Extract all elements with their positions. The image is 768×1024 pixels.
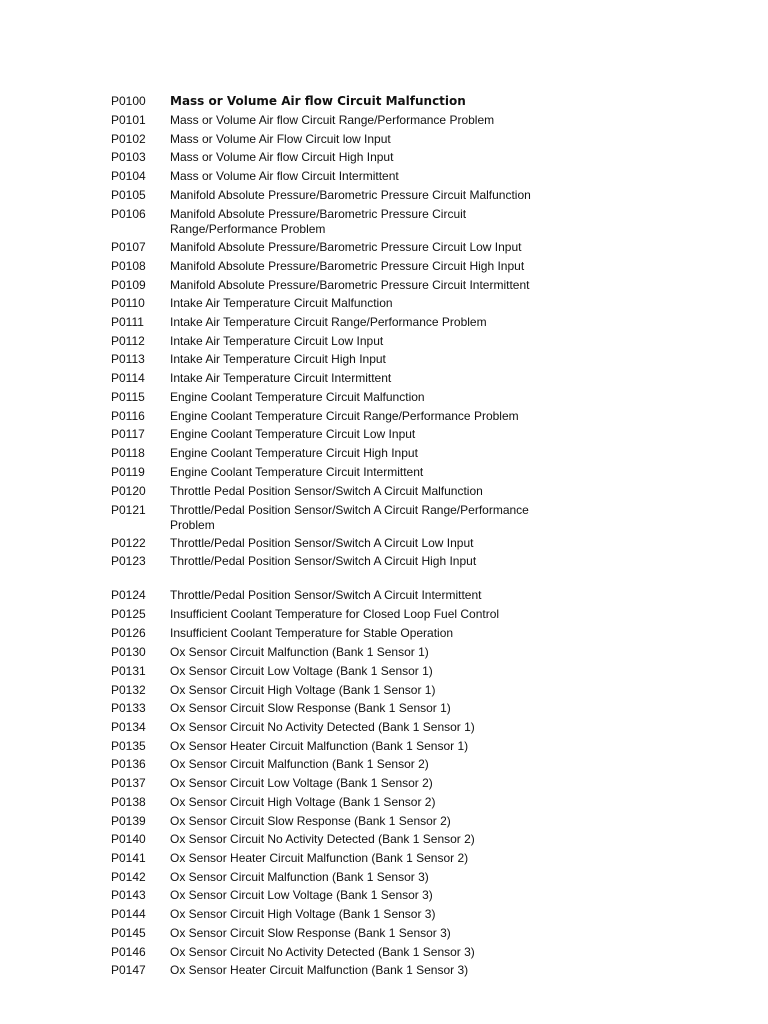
dtc-description: Intake Air Temperature Circuit Range/Performance Problem [170, 315, 487, 329]
dtc-code: P0147 [111, 963, 146, 977]
dtc-code: P0108 [111, 259, 146, 273]
dtc-description: Throttle/Pedal Position Sensor/Switch A Circuit Intermittent [170, 588, 482, 602]
dtc-description: Ox Sensor Circuit Low Voltage (Bank 1 Sensor 3) [170, 888, 433, 902]
dtc-code: P0118 [111, 446, 145, 460]
dtc-code: P0101 [111, 113, 146, 127]
dtc-code: P0138 [111, 795, 146, 809]
dtc-description: Manifold Absolute Pressure/Barometric Pressure Circuit Range/Performance Problem [170, 207, 467, 236]
dtc-code: P0113 [111, 352, 145, 366]
dtc-code: P0134 [111, 720, 146, 734]
dtc-description: Intake Air Temperature Circuit Malfunction [170, 296, 393, 310]
dtc-code: P0131 [111, 664, 146, 678]
dtc-description: Intake Air Temperature Circuit High Input [170, 352, 386, 366]
dtc-description: Intake Air Temperature Circuit Low Input [170, 334, 384, 348]
dtc-code: P0120 [111, 484, 146, 498]
dtc-code: P0137 [111, 776, 146, 790]
dtc-code: P0142 [111, 870, 146, 884]
dtc-description: Insufficient Coolant Temperature for Closed Loop Fuel Control [170, 607, 500, 621]
dtc-description: Mass or Volume Air flow Circuit Intermittent [170, 169, 399, 183]
dtc-description: Throttle/Pedal Position Sensor/Switch A Circuit High Input [170, 554, 477, 568]
dtc-description: Ox Sensor Heater Circuit Malfunction (Bank 1 Sensor 3) [170, 963, 469, 977]
dtc-code: P0106 [111, 207, 146, 221]
dtc-description: Mass or Volume Air Flow Circuit low Input [170, 132, 391, 146]
dtc-code: P0130 [111, 645, 146, 659]
dtc-description: Ox Sensor Circuit Slow Response (Bank 1 Sensor 2) [170, 814, 451, 828]
dtc-code: P0109 [111, 278, 146, 292]
dtc-code: P0112 [111, 334, 145, 348]
dtc-code: P0124 [111, 588, 146, 602]
dtc-description: Engine Coolant Temperature Circuit High Input [170, 446, 418, 460]
dtc-code: P0114 [111, 371, 145, 385]
dtc-code: P0116 [111, 409, 145, 423]
dtc-description: Ox Sensor Circuit Low Voltage (Bank 1 Sensor 2) [170, 776, 433, 790]
dtc-code: P0102 [111, 132, 146, 146]
dtc-code: P0121 [111, 503, 146, 517]
dtc-code: P0133 [111, 701, 146, 715]
dtc-description: Ox Sensor Circuit Slow Response (Bank 1 Sensor 3) [170, 926, 451, 940]
dtc-code: P0125 [111, 607, 146, 621]
dtc-description: Engine Coolant Temperature Circuit Malfunction [170, 390, 425, 404]
dtc-description: Mass or Volume Air flow Circuit Malfunction [170, 94, 466, 108]
dtc-code: P0122 [111, 536, 146, 550]
dtc-description: Ox Sensor Circuit No Activity Detected (Bank 1 Sensor 3) [170, 945, 475, 959]
dtc-code: P0126 [111, 626, 146, 640]
dtc-code: P0105 [111, 188, 146, 202]
dtc-description: Manifold Absolute Pressure/Barometric Pressure Circuit Intermittent [170, 278, 530, 292]
dtc-description: Ox Sensor Circuit High Voltage (Bank 1 Sensor 3) [170, 907, 436, 921]
dtc-description: Manifold Absolute Pressure/Barometric Pressure Circuit Malfunction [170, 188, 531, 202]
dtc-description: Mass or Volume Air flow Circuit High Input [170, 150, 394, 164]
dtc-code: P0115 [111, 390, 145, 404]
dtc-code: P0103 [111, 150, 146, 164]
dtc-code: P0111 [111, 315, 144, 329]
dtc-description: Throttle Pedal Position Sensor/Switch A Circuit Malfunction [170, 484, 483, 498]
dtc-code: P0100 [111, 94, 146, 108]
dtc-description: Throttle/Pedal Position Sensor/Switch A Circuit Range/Performance Problem [170, 503, 529, 532]
dtc-description: Ox Sensor Circuit High Voltage (Bank 1 Sensor 1) [170, 683, 436, 697]
dtc-code: P0117 [111, 427, 145, 441]
dtc-description: Ox Sensor Circuit High Voltage (Bank 1 Sensor 2) [170, 795, 436, 809]
dtc-description: Mass or Volume Air flow Circuit Range/Performance Problem [170, 113, 495, 127]
dtc-code: P0136 [111, 757, 146, 771]
dtc-code: P0132 [111, 683, 146, 697]
dtc-code: P0123 [111, 554, 146, 568]
dtc-code: P0139 [111, 814, 146, 828]
dtc-description: Ox Sensor Circuit Slow Response (Bank 1 Sensor 1) [170, 701, 451, 715]
dtc-description: Ox Sensor Circuit Malfunction (Bank 1 Sensor 1) [170, 645, 429, 659]
dtc-description: Engine Coolant Temperature Circuit Intermittent [170, 465, 424, 479]
dtc-description: Ox Sensor Circuit Malfunction (Bank 1 Sensor 2) [170, 757, 429, 771]
dtc-description: Ox Sensor Circuit Low Voltage (Bank 1 Sensor 1) [170, 664, 433, 678]
dtc-code: P0107 [111, 240, 146, 254]
dtc-description: Engine Coolant Temperature Circuit Low Input [170, 427, 416, 441]
dtc-description: Intake Air Temperature Circuit Intermittent [170, 371, 392, 385]
dtc-description: Manifold Absolute Pressure/Barometric Pressure Circuit High Input [170, 259, 525, 273]
dtc-description: Ox Sensor Heater Circuit Malfunction (Bank 1 Sensor 2) [170, 851, 469, 865]
dtc-description: Ox Sensor Circuit No Activity Detected (Bank 1 Sensor 1) [170, 720, 475, 734]
dtc-code: P0119 [111, 465, 145, 479]
dtc-code: P0104 [111, 169, 146, 183]
dtc-code: P0143 [111, 888, 146, 902]
dtc-code: P0141 [111, 851, 146, 865]
dtc-code: P0110 [111, 296, 145, 310]
dtc-code: P0144 [111, 907, 146, 921]
dtc-description: Insufficient Coolant Temperature for Stable Operation [170, 626, 454, 640]
dtc-description: Manifold Absolute Pressure/Barometric Pressure Circuit Low Input [170, 240, 522, 254]
dtc-description: Ox Sensor Circuit No Activity Detected (Bank 1 Sensor 2) [170, 832, 475, 846]
dtc-description: Ox Sensor Circuit Malfunction (Bank 1 Sensor 3) [170, 870, 429, 884]
dtc-description: Engine Coolant Temperature Circuit Range/Performance Problem [170, 409, 519, 423]
dtc-code: P0145 [111, 926, 146, 940]
dtc-description: Ox Sensor Heater Circuit Malfunction (Bank 1 Sensor 1) [170, 739, 469, 753]
dtc-code: P0135 [111, 739, 146, 753]
dtc-code: P0140 [111, 832, 146, 846]
dtc-code: P0146 [111, 945, 146, 959]
dtc-description: Throttle/Pedal Position Sensor/Switch A Circuit Low Input [170, 536, 474, 550]
